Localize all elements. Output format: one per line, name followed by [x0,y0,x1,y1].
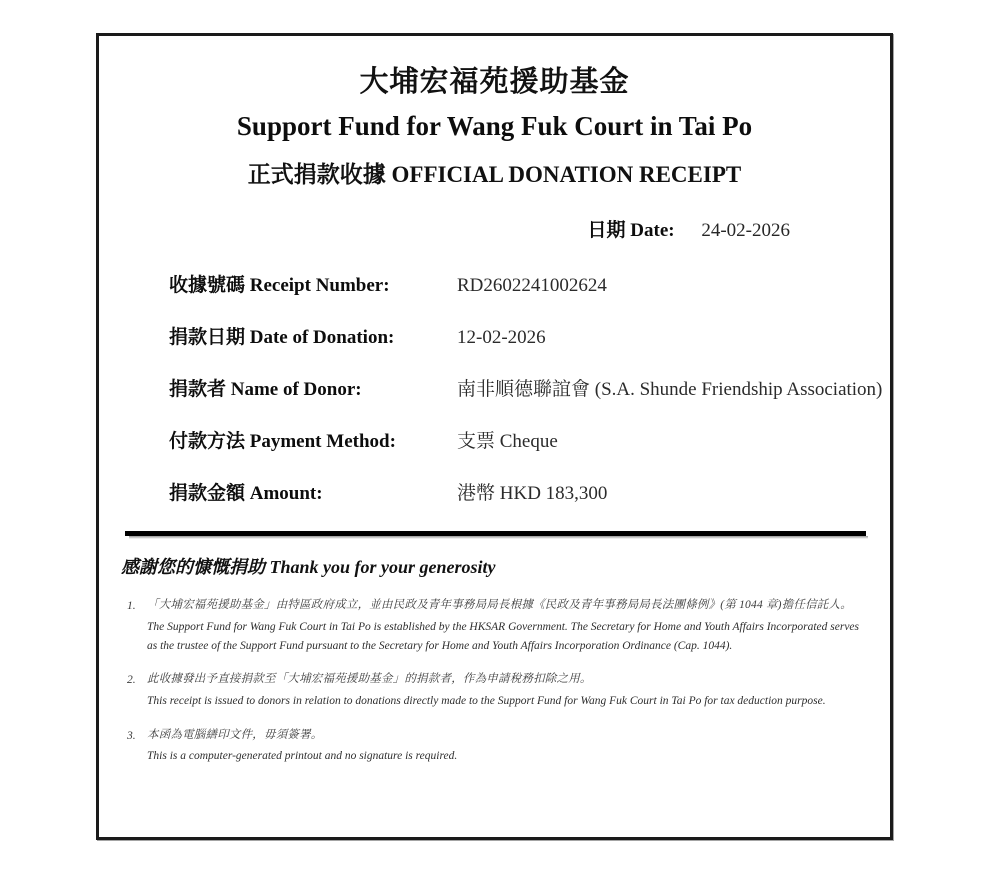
issue-date-label: 日期 Date: [587,220,675,242]
footnote-text-chinese: 此收據發出予直接捐款至「大埔宏福苑援助基金」的捐款者，作為申請稅務扣除之用。 [147,673,592,686]
footnote-number: 2. [127,674,136,687]
amount-value: 港幣 HKD 183,300 [457,483,608,505]
field-row-amount [169,478,868,505]
payment-method-value: 支票 Cheque [457,431,558,453]
name-of-donor-label: 捐款者 Name of Donor: [169,379,362,401]
field-row-payment-method [169,426,868,453]
name-of-donor-value: 南非順德聯誼會 (S.A. Shunde Friendship Association) [457,379,883,401]
footnote-item [127,727,868,765]
footnote-text-english: This receipt is issued to donors in relation to donations directly made to the Support Fund for Wang Fuk Court in Tai Po for tax deduction purpose. [147,695,826,708]
issue-date-row [121,215,868,242]
footnote-text-english: This is a computer-generated printout and no signature is required. [147,749,458,762]
footnote-body [147,671,868,710]
field-row-receipt-number [169,270,868,297]
document-border-frame [96,33,893,840]
issue-date-value: 24-02-2026 [701,220,790,242]
footnote-number: 3. [127,729,136,742]
receipt-number-value: RD2602241002624 [457,275,607,297]
payment-method-label: 付款方法 Payment Method: [169,431,396,453]
footnote-number: 1. [127,600,136,613]
divider-shadow [129,536,868,539]
amount-label: 捐款金額 Amount: [169,483,323,505]
fund-title-english: Support Fund for Wang Fuk Court in Tai Po [236,111,753,142]
footnotes-list [121,597,868,765]
receipt-number-label: 收據號碼 Receipt Number: [169,275,390,297]
thank-you-message: 感謝您的慷慨捐助 Thank you for your generosity [121,557,496,578]
footnote-text-chinese: 本函為電腦繕印文件，毋須簽署。 [147,728,323,741]
footnote-text-english: The Support Fund for Wang Fuk Court in Tai Po is established by the HKSAR Government. The Secretary for Home and Youth Affairs Incorporated serves as the trustee of the Support Fund pursuant to the Secretary for Home and Youth Affairs Incorporation Ordinance (Cap. 1044). [147,621,860,652]
date-of-donation-value: 12-02-2026 [457,327,546,349]
section-divider [121,531,868,537]
fund-title-chinese: 大埔宏福苑援助基金 [359,66,630,98]
receipt-subtitle: 正式捐款收據 OFFICIAL DONATION RECEIPT [247,162,742,188]
footnote-body [147,727,868,765]
footnote-body [147,597,868,655]
document-header [121,36,868,189]
receipt-fields-list [121,270,883,505]
field-row-name-of-donor [169,374,883,401]
footnote-item [127,671,868,710]
field-row-date-of-donation [169,322,868,349]
document-content [99,36,890,837]
footnote-item [127,597,868,655]
footnote-text-chinese: 「大埔宏福苑援助基金」由特區政府成立，並由民政及青年事務局局長根據《民政及青年事務局局長法團條例》(第 1044 章)擔任信託人。 [147,599,852,612]
date-of-donation-label: 捐款日期 Date of Donation: [169,327,395,349]
